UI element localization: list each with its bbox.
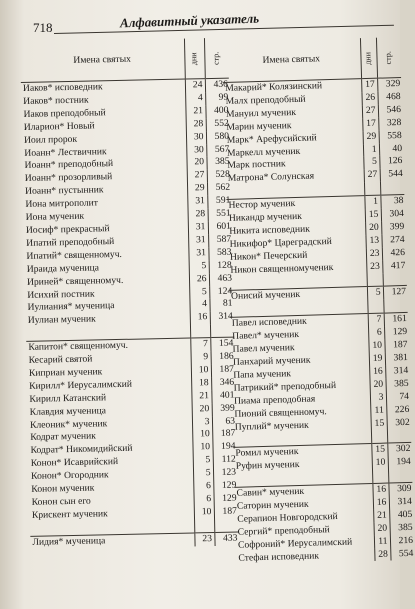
- day-number: 16: [372, 483, 388, 497]
- page-number-cell: 567: [206, 143, 230, 156]
- day-number: [367, 300, 383, 314]
- saint-name: Павел исповедник: [230, 314, 368, 331]
- saint-name: Малх преподобный: [225, 93, 306, 107]
- day-number: 3: [370, 391, 386, 404]
- page-number-cell: 187: [384, 339, 408, 353]
- page-number-cell: 161: [384, 313, 408, 327]
- page-number-cell: 226: [386, 403, 410, 417]
- day-number: 15: [365, 209, 381, 222]
- days-header: дни: [360, 38, 377, 79]
- saint-name: Иаков* постник: [23, 94, 89, 107]
- page-number-cell: 528: [207, 169, 231, 182]
- day-number: 29: [187, 182, 207, 195]
- page-number-cell: 399: [212, 402, 236, 415]
- page-number-cell: 112: [213, 454, 237, 467]
- day-number: 5: [189, 286, 209, 299]
- page-number-cell: 587: [208, 233, 232, 246]
- page-number-cell: [387, 429, 411, 443]
- saint-name: Иоанн* прозорливый: [24, 171, 113, 185]
- names-header: Имена святых: [222, 38, 361, 82]
- day-number: 23: [366, 260, 382, 273]
- page-number-cell: [383, 299, 407, 313]
- page-number-cell: 194: [212, 441, 236, 454]
- page-number-cell: 551: [208, 208, 232, 221]
- day-number: 27: [364, 169, 380, 182]
- left-index-table: [20, 38, 239, 550]
- saint-name: Сергий* преподобный: [237, 523, 330, 538]
- day-number: 19: [369, 353, 385, 366]
- days-header: дни: [184, 38, 205, 79]
- saint-name: Кирилл Катанский: [29, 392, 107, 405]
- left-table-body: [21, 78, 239, 549]
- day-number: 11: [370, 404, 386, 417]
- day-number: 27: [362, 104, 378, 117]
- saint-name: Ипатий преподобный: [26, 235, 115, 249]
- page-number-cell: 187: [214, 505, 238, 518]
- right-table-header: [222, 37, 401, 82]
- page-number-cell: 385: [385, 378, 409, 392]
- page-number-cell: 309: [388, 482, 412, 496]
- day-number: 26: [189, 273, 209, 286]
- page-number-cell: 433: [214, 532, 238, 546]
- page-number-cell: 436: [205, 78, 229, 92]
- saint-name: Пионий священномуч.: [234, 405, 327, 420]
- day-number: 24: [185, 79, 205, 93]
- day-number: 20: [192, 403, 212, 416]
- saint-name: Иулиания* мученица: [27, 300, 115, 314]
- day-number: 26: [361, 92, 377, 105]
- day-number: 15: [371, 443, 387, 457]
- saint-name: Иоанн* пустынник: [25, 184, 104, 198]
- saint-name: Исихий постник: [27, 287, 95, 301]
- day-number: 21: [185, 105, 205, 118]
- saint-name: Никон* Печерский: [229, 249, 308, 263]
- page-number-cell: 468: [377, 91, 401, 105]
- page-number-cell: 401: [211, 389, 235, 402]
- day-number: 17: [361, 78, 377, 92]
- left-column: [20, 38, 239, 550]
- saint-name: Иоанн* Лествичник: [24, 145, 107, 159]
- page-number-cell: 601: [208, 221, 232, 234]
- day-number: 1: [364, 195, 380, 209]
- pages-header: стр.: [204, 38, 229, 79]
- saint-name: Кирилл* Иерусалимский: [29, 378, 133, 392]
- day-number: 10: [192, 441, 212, 454]
- page-number-cell: 38: [380, 195, 404, 209]
- page-number-cell: 128: [209, 259, 233, 272]
- page-header: [0, 0, 400, 40]
- page-number-cell: 304: [381, 208, 405, 222]
- page-number-cell: 274: [381, 234, 405, 248]
- saint-name: Ираида мученица: [26, 262, 100, 275]
- saint-name: Никон священномученик: [230, 261, 334, 276]
- day-number: 28: [188, 208, 208, 221]
- saint-name: Иаков преподобный: [23, 107, 106, 120]
- page-number-cell: 216: [390, 534, 414, 548]
- page-number-cell: 126: [379, 155, 403, 169]
- page-number-cell: 562: [207, 182, 231, 195]
- pages-header: стр.: [376, 37, 401, 78]
- saint-name: Макарий* Колязинский: [225, 80, 323, 94]
- day-number: 18: [191, 377, 211, 390]
- day-number: 10: [194, 506, 214, 519]
- saint-name: Иона мученик: [25, 210, 85, 223]
- day-number: 6: [368, 327, 384, 340]
- saint-name: Иларион* Новый: [23, 120, 95, 133]
- saint-name: Матрона* Солунская: [227, 170, 315, 185]
- page-number-cell: 129: [384, 326, 408, 340]
- day-number: 1: [363, 143, 379, 156]
- page-number-cell: [380, 181, 404, 195]
- day-number: 13: [365, 234, 381, 247]
- page-number-cell: 194: [388, 456, 412, 470]
- saint-name: Пуплий* мученик: [234, 419, 309, 433]
- page-number-cell: 405: [389, 509, 413, 523]
- page-number-cell: 187: [212, 428, 236, 441]
- day-number: 31: [188, 221, 208, 234]
- saint-name: Иоанн* преподобный: [24, 158, 114, 172]
- page-number-cell: 81: [209, 298, 233, 311]
- left-table-header: [20, 38, 229, 83]
- page-number-cell: 314: [389, 496, 413, 510]
- saint-name: Клавдия мученица: [29, 404, 107, 418]
- day-number: 5: [193, 454, 213, 467]
- day-number: 20: [373, 522, 389, 535]
- saint-name: Крискент мученик: [31, 508, 108, 521]
- saint-name: Пиама преподобная: [233, 393, 316, 407]
- saint-name: Никита исповедник: [229, 223, 310, 237]
- page-number-cell: 154: [210, 337, 234, 351]
- day-number: 28: [186, 118, 206, 131]
- page-number-cell: 302: [387, 416, 411, 430]
- day-number: 27: [187, 169, 207, 182]
- page-number-cell: 129: [213, 480, 237, 493]
- day-number: 10: [368, 340, 384, 353]
- page-number-cell: 302: [387, 443, 411, 457]
- saint-name: Серапион Новгородский: [237, 510, 338, 525]
- day-number: 20: [186, 157, 206, 170]
- right-column: [222, 37, 415, 565]
- day-number: [371, 430, 387, 444]
- day-number: 16: [369, 365, 385, 378]
- saint-name: Марк постник: [227, 158, 286, 172]
- day-number: 7: [190, 338, 210, 352]
- page-number-cell: 580: [206, 130, 230, 143]
- page-number-cell: 546: [378, 104, 402, 118]
- saint-name: Киприан мученик: [28, 366, 103, 379]
- day-number: 30: [186, 144, 206, 157]
- saint-name: Конон* Исаврийский: [30, 456, 119, 470]
- page-number-cell: 346: [211, 376, 235, 389]
- day-number: 20: [365, 222, 381, 235]
- day-number: 16: [373, 496, 389, 509]
- saint-name: Никандр мученик: [228, 210, 302, 224]
- page-number-cell: 583: [208, 246, 232, 259]
- page-number-cell: 381: [385, 352, 409, 366]
- day-number: 31: [188, 247, 208, 260]
- saint-name: Марин мученик: [226, 119, 292, 133]
- day-number: 5: [367, 287, 383, 301]
- saint-name: Иосиф* прекрасный: [25, 223, 110, 236]
- saint-name: Капитон* священномуч.: [26, 338, 190, 355]
- page-number-cell: 558: [379, 130, 403, 144]
- saint-name: Иона митрополит: [25, 197, 99, 211]
- page-number-cell: 417: [382, 260, 406, 274]
- day-number: 5: [363, 156, 379, 169]
- saint-name: Ириней* священномуч.: [26, 274, 124, 288]
- saint-name: Марк* Арефусийский: [226, 132, 317, 146]
- page-number-cell: 314: [385, 365, 409, 379]
- right-table-body: [223, 78, 414, 566]
- page-number-cell: 99: [205, 92, 229, 105]
- saint-name: Софроний* Иерусалимский: [237, 536, 353, 551]
- page-number-cell: 123: [213, 467, 237, 480]
- day-number: [190, 324, 210, 338]
- saint-name: Саторин мученик: [236, 498, 309, 512]
- day-number: 5: [193, 467, 213, 480]
- page-number-cell: 74: [386, 391, 410, 405]
- saint-name: Кесарий святой: [28, 353, 93, 366]
- page-number-cell: 187: [211, 363, 235, 376]
- day-number: 9: [191, 351, 211, 364]
- day-number: 31: [188, 234, 208, 247]
- page-number-cell: 63: [212, 415, 236, 428]
- page-number-cell: 314: [210, 311, 234, 324]
- saint-name: Иаков* исповедник: [22, 81, 103, 94]
- day-number: [194, 519, 214, 533]
- saint-name: Онисий мученик: [229, 287, 367, 304]
- page-number-cell: 591: [207, 195, 231, 208]
- saint-name: Кодрат* Никомидийский: [30, 443, 133, 457]
- saint-name: Павел* мученик: [232, 329, 300, 342]
- saint-name: Руфин мученик: [235, 459, 300, 472]
- day-number: 17: [362, 117, 378, 130]
- page-number: 718: [33, 20, 53, 35]
- page-number-cell: 329: [377, 78, 401, 92]
- day-number: 5: [189, 260, 209, 273]
- saint-name: Нестор мученик: [226, 196, 364, 213]
- saint-name: Панхарий мученик: [232, 354, 311, 368]
- right-index-table: [222, 37, 415, 565]
- page-number-cell: 385: [206, 156, 230, 169]
- saint-name: Патрикий* преподобный: [233, 379, 337, 394]
- page-number-cell: [388, 469, 412, 483]
- day-number: 7: [368, 313, 384, 327]
- day-number: 31: [187, 195, 207, 208]
- page-number-cell: 124: [209, 285, 233, 298]
- saint-name: Клеоник* мученик: [29, 417, 108, 431]
- names-header: Имена святых: [20, 39, 185, 83]
- day-number: 21: [191, 390, 211, 403]
- saint-name: Лидия* мученица: [30, 533, 194, 550]
- saint-name: Ромил мученик: [233, 444, 371, 461]
- page-number-cell: 399: [381, 221, 405, 235]
- day-number: 10: [192, 429, 212, 442]
- page-number-cell: [383, 273, 407, 287]
- page-number-cell: 463: [209, 272, 233, 285]
- page-number-cell: 328: [378, 117, 402, 131]
- day-number: 10: [372, 457, 388, 470]
- day-number: 21: [373, 509, 389, 522]
- day-number: [372, 470, 388, 484]
- day-number: 16: [190, 311, 210, 324]
- saint-name: Никифор* Цареградский: [229, 235, 332, 250]
- day-number: 29: [363, 130, 379, 143]
- day-number: 4: [189, 298, 209, 311]
- day-number: 10: [191, 364, 211, 377]
- page-number-cell: 129: [213, 493, 237, 506]
- page-number-cell: 400: [205, 104, 229, 117]
- day-number: 20: [369, 378, 385, 391]
- saint-name: Конон сын его: [31, 495, 91, 508]
- page-number-cell: 40: [379, 143, 403, 157]
- day-number: 15: [371, 417, 387, 430]
- page-number-cell: 186: [211, 351, 235, 364]
- day-number: 4: [185, 92, 205, 105]
- day-number: [367, 273, 383, 287]
- page-number-cell: 552: [206, 117, 230, 130]
- day-number: 30: [186, 131, 206, 144]
- saint-name: Ипатий* священномуч.: [26, 248, 123, 262]
- saint-name: Папа мученик: [233, 368, 292, 381]
- day-number: 3: [192, 416, 212, 429]
- page-number-cell: 554: [390, 547, 414, 561]
- day-number: 28: [374, 548, 390, 561]
- saint-name: Иоил пророк: [23, 133, 78, 146]
- saint-name: Конон* Огородник: [30, 469, 109, 483]
- saint-name: Мануил мученик: [225, 106, 297, 120]
- day-number: 6: [193, 480, 213, 493]
- day-number: 23: [366, 247, 382, 260]
- saint-name: Стефан исповедник: [238, 550, 320, 564]
- day-number: [364, 182, 380, 196]
- saint-name: Конон мученик: [31, 482, 95, 495]
- page-number-cell: 426: [382, 247, 406, 261]
- saint-name: Иулиан мученик: [27, 313, 96, 327]
- saint-name: Павел мученик: [232, 342, 295, 355]
- running-head: Алфавитный указатель: [119, 10, 260, 31]
- day-number: 6: [193, 493, 213, 506]
- day-number: 11: [374, 535, 390, 548]
- page-number-cell: 127: [383, 286, 407, 300]
- saint-name: Маркелл мученик: [226, 145, 301, 159]
- page-number-cell: 544: [380, 168, 404, 182]
- page-number-cell: 385: [389, 522, 413, 536]
- saint-name: Кодрат мученик: [30, 430, 97, 444]
- day-number: 23: [194, 532, 214, 546]
- saint-name: Савин* мученик: [234, 483, 372, 500]
